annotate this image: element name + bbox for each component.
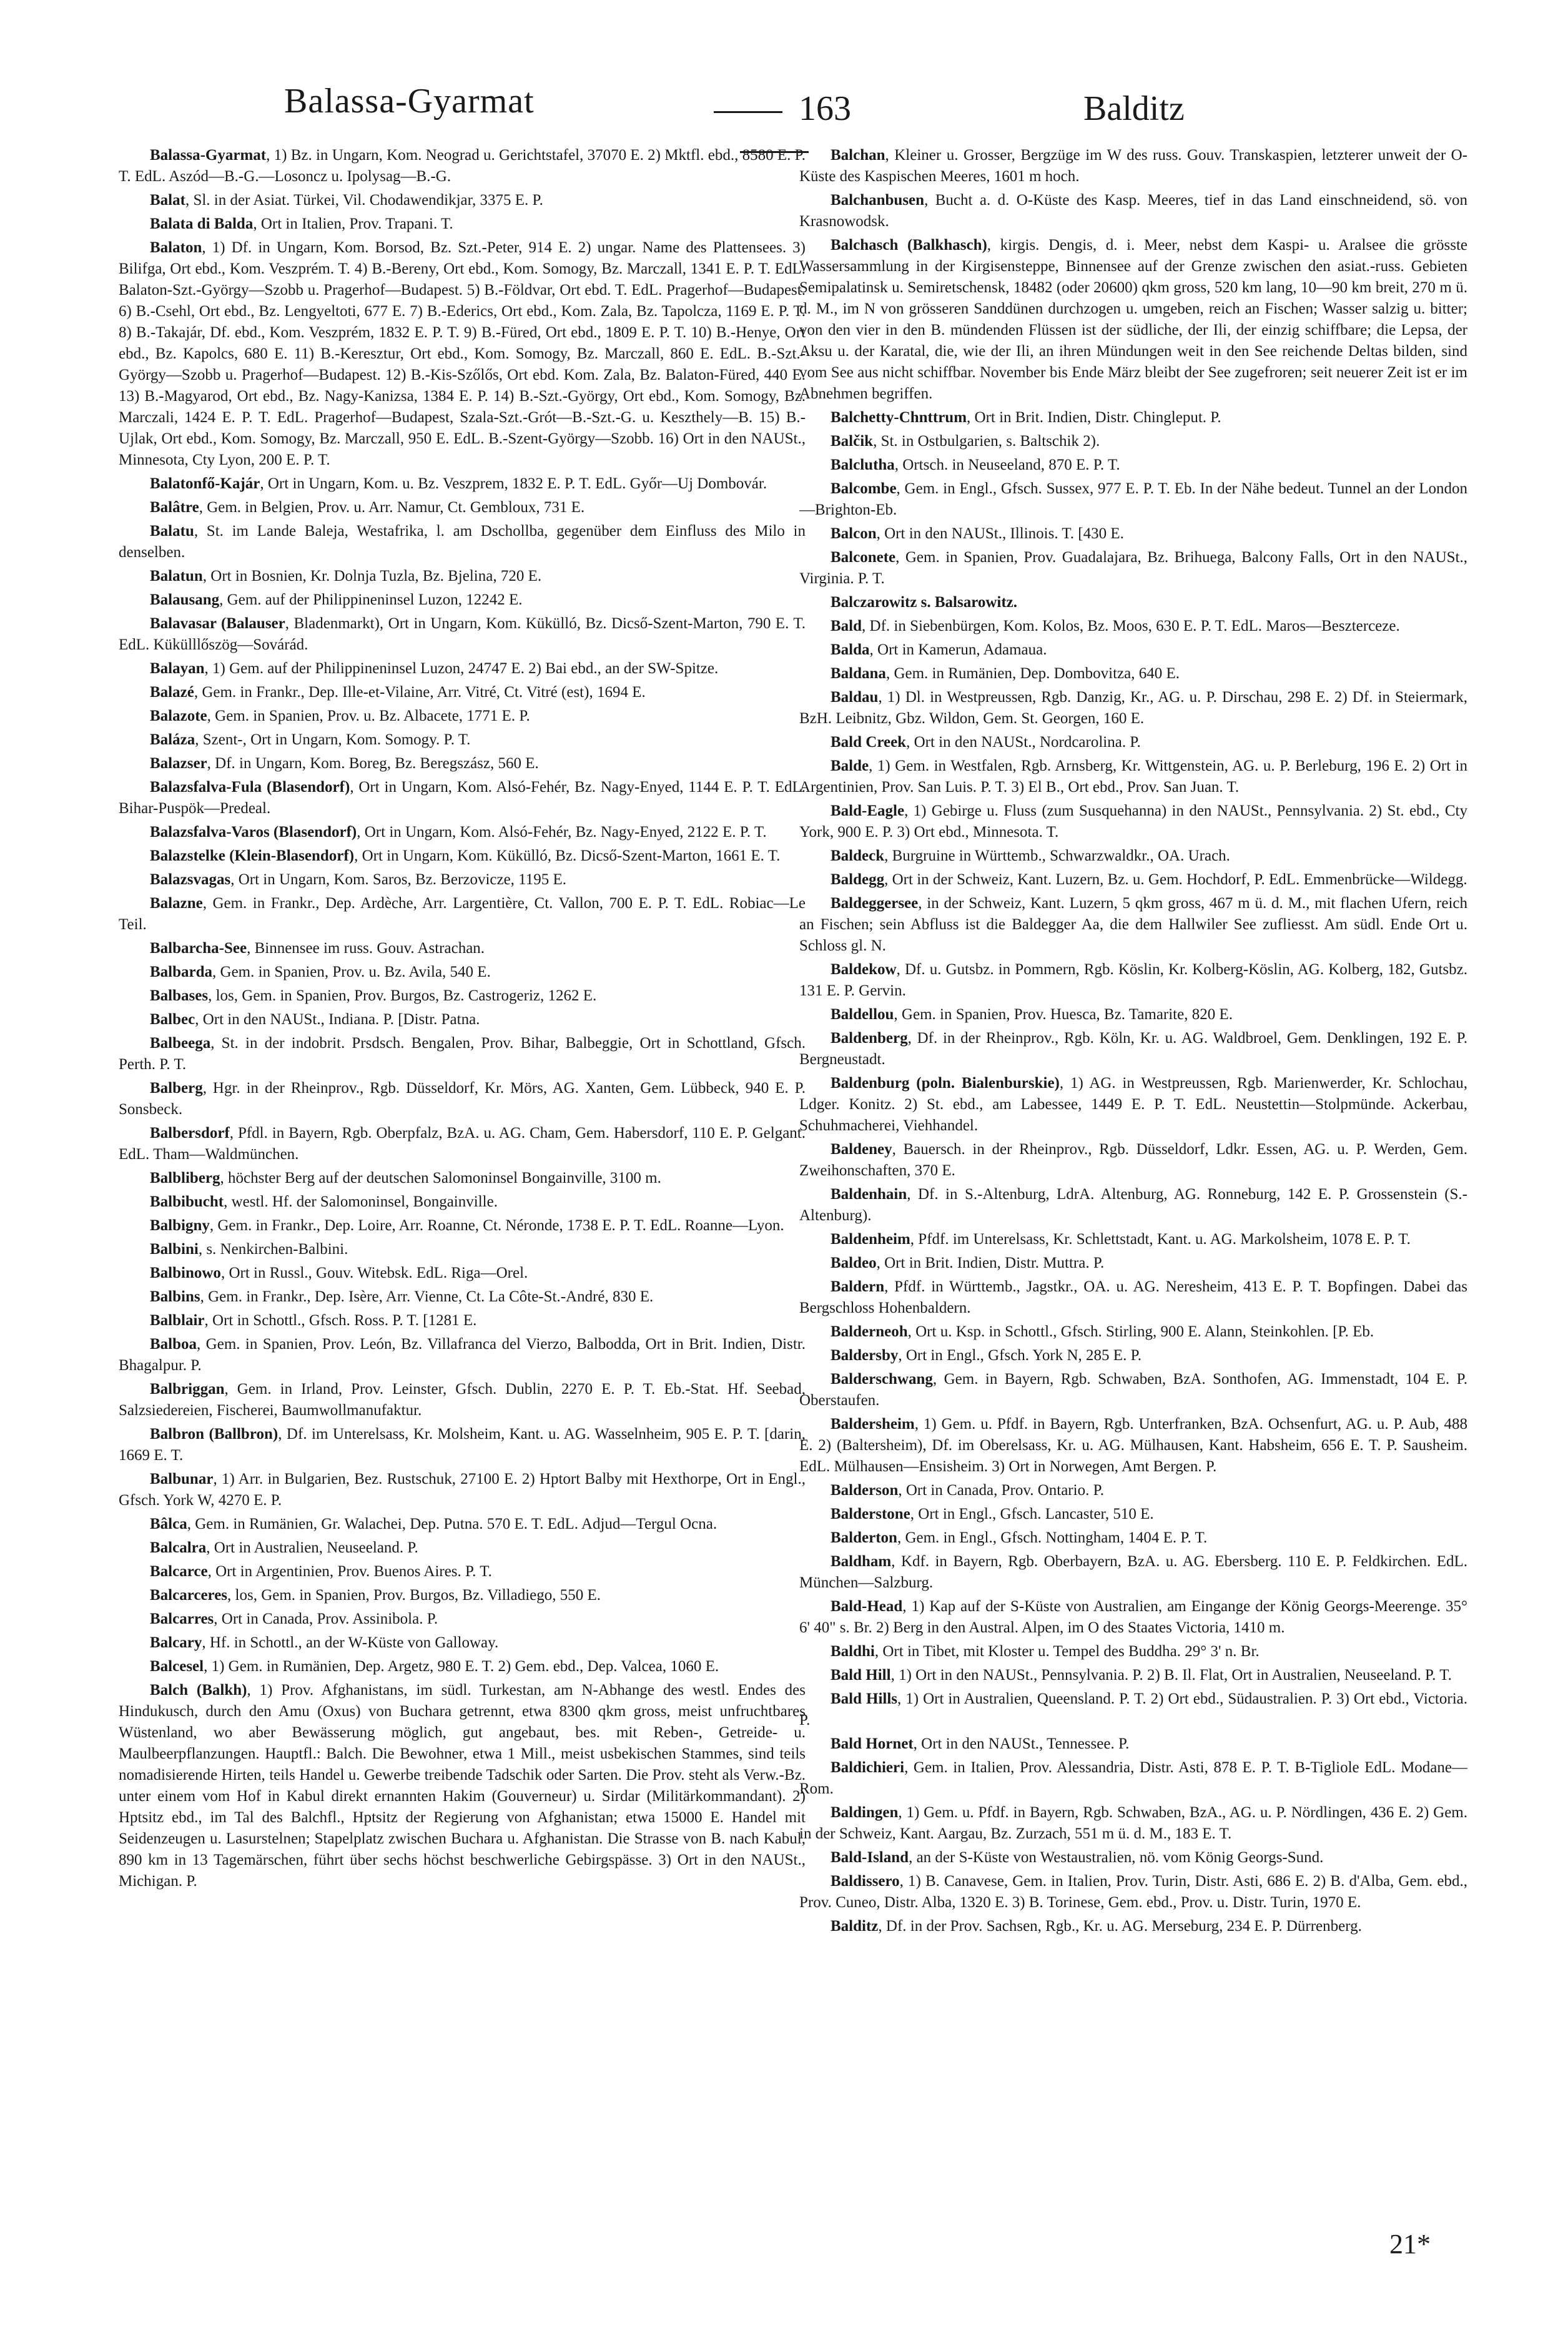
gazetteer-entry: Balclutha, Ortsch. in Neuseeland, 870 E. P. T. <box>831 456 1120 473</box>
gazetteer-entry: Balavasar (Balauser, Bladenmarkt), Ort in Ungarn, Kom. Kükülló, Bz. Dicső-Szent-Marton, 790 E. T. EdL. Kükülllőszög—Sovárád. <box>119 615 806 653</box>
gazetteer-entry: Baldersby, Ort in Engl., Gfsch. York N, 285 E. P. <box>831 1347 1141 1364</box>
rule-left <box>714 111 782 113</box>
entry-headword: Balbibucht <box>150 1193 224 1210</box>
entry-headword: Baldenburg (poln. Bialenburskie) <box>831 1075 1060 1092</box>
entry-headword: Baldeo <box>831 1255 877 1271</box>
entry-headword: Balbeega <box>150 1035 211 1052</box>
entry-headword: Balclutha <box>831 456 895 473</box>
gazetteer-entry: Baldeo, Ort in Brit. Indien, Distr. Muttra. P. <box>831 1255 1105 1271</box>
gazetteer-entry: Baldellou, Gem. in Spanien, Prov. Huesca, Bz. Tamarite, 820 E. <box>831 1006 1233 1023</box>
gazetteer-entry: Balcarres, Ort in Canada, Prov. Assinibola. P. <box>150 1610 438 1627</box>
gazetteer-entry: Balazsfalva-Fula (Blasendorf), Ort in Ungarn, Kom. Alsó-Fehér, Bz. Nagy-Enyed, 1144 E. P. T. EdL. Bihar-Puspök—Predeal. <box>119 779 806 817</box>
entry-headword: Balcarres <box>150 1610 214 1627</box>
entry-headword: Baldenberg <box>831 1030 908 1047</box>
running-head-left: Balassa-Gyarmat <box>284 82 535 121</box>
gazetteer-entry: Baldichieri, Gem. in Italien, Prov. Alessandria, Distr. Asti, 878 E. P. T. B-Tigliole EdL. Modane—Rom. <box>799 1759 1467 1797</box>
entry-headword: Baldeck <box>831 847 885 864</box>
entry-headword: Balchasch (Balkhasch) <box>831 237 987 254</box>
entry-headword: Baldichieri <box>831 1759 905 1776</box>
gazetteer-entry: Balde, 1) Gem. in Westfalen, Rgb. Arnsberg, Kr. Wittgenstein, AG. u. P. Berleburg, 196 E. 2) Ort in Argentinien, Prov. San Luis. P. T. 3) El B., Ort ebd., Prov. San Juan. T. <box>799 757 1467 796</box>
entry-headword: Balbunar <box>150 1471 214 1487</box>
signature-mark: 21* <box>1389 2229 1431 2259</box>
gazetteer-entry: Balâtre, Gem. in Belgien, Prov. u. Arr. Namur, Ct. Gembloux, 731 E. <box>150 499 585 516</box>
gazetteer-entry: Balbinowo, Ort in Russl., Gouv. Witebsk. EdL. Riga—Orel. <box>150 1265 528 1281</box>
gazetteer-entry: Balderson, Ort in Canada, Prov. Ontario. P. <box>831 1482 1104 1499</box>
entry-headword: Baldham <box>831 1553 892 1570</box>
gazetteer-entry <box>799 592 1467 613</box>
gazetteer-entry: Balatu, St. im Lande Baleja, Westafrika, l. am Dschollba, gegenüber dem Einfluss des Milo in denselben. <box>119 523 806 561</box>
gazetteer-entry: Baldern, Pfdf. in Württemb., Jagstkr., OA. u. AG. Neresheim, 413 E. P. T. Bopfingen. Dabei das Bergschloss Hohenbaldern. <box>799 1278 1467 1316</box>
gazetteer-entry: Balbec, Ort in den NAUSt., Indiana. P. [Distr. Patna. <box>150 1011 480 1028</box>
gazetteer-entry: Balditz, Df. in der Prov. Sachsen, Rgb., Kr. u. AG. Merseburg, 234 E. P. Dürrenberg. <box>831 1918 1362 1935</box>
entry-headword: Balatonfő-Kajár <box>150 475 260 492</box>
entry-headword: Balazsfalva-Fula (Blasendorf) <box>150 779 350 796</box>
entry-headword: Baldana <box>831 665 886 682</box>
entry-headword: Balausang <box>150 591 220 608</box>
entry-headword: Balchanbusen <box>831 192 925 209</box>
entry-headword: Baláza <box>150 731 195 748</box>
entry-headword: Baldingen <box>831 1804 899 1821</box>
entry-headword: Balbarda <box>150 964 213 980</box>
gazetteer-entry: Balatun, Ort in Bosnien, Kr. Dolnja Tuzla, Bz. Bjelina, 720 E. <box>150 568 542 584</box>
entry-headword: Balazé <box>150 684 194 701</box>
gazetteer-entry: Balcesel, 1) Gem. in Rumänien, Dep. Argetz, 980 E. T. 2) Gem. ebd., Dep. Valcea, 1060 E. <box>150 1658 719 1675</box>
gazetteer-entry: Balcon, Ort in den NAUSt., Illinois. T. [430 E. <box>831 525 1124 542</box>
gazetteer-entry: Balbunar, 1) Arr. in Bulgarien, Bez. Rustschuk, 27100 E. 2) Hptort Balby mit Hexthorpe, Ort in Engl., Gfsch. York W, 4270 E. P. <box>119 1471 806 1509</box>
gazetteer-entry: Balcary, Hf. in Schottl., an der W-Küste von Galloway. <box>150 1634 499 1651</box>
gazetteer-entry: Bald Hills, 1) Ort in Australien, Queensland. P. T. 2) Ort ebd., Südaustralien. P. 3) Ort ebd., Victoria. P. <box>799 1690 1467 1729</box>
gazetteer-entry: Balderton, Gem. in Engl., Gfsch. Nottingham, 1404 E. P. T. <box>831 1529 1208 1546</box>
entry-headword: Bald Hills <box>831 1690 898 1707</box>
entry-headword: Balda <box>831 641 870 658</box>
entry-headword: Balcalra <box>150 1539 207 1556</box>
entry-headword: Balberg <box>150 1080 203 1097</box>
running-head-right: Balditz <box>1083 89 1185 128</box>
gazetteer-entry: Baldingen, 1) Gem. u. Pfdf. in Bayern, Rgb. Schwaben, BzA., AG. u. P. Nördlingen, 436 E. 2) Gem. in der Schweiz, Kant. Aargau, Bz. Zurzach, 551 m ü. d. M., 183 E. T. <box>799 1804 1467 1842</box>
gazetteer-entry: Baldegg, Ort in der Schweiz, Kant. Luzern, Bz. u. Gem. Hochdorf, P. EdL. Emmenbrücke—Wildegg. <box>831 871 1467 888</box>
entry-headword: Balcarce <box>150 1563 208 1580</box>
entry-headword: Balayan <box>150 660 205 677</box>
gazetteer-entry: Baldissero, 1) B. Canavese, Gem. in Italien, Prov. Turin, Distr. Asti, 686 E. 2) B. d'Alba, Gem. ebd., Prov. Cuneo, Distr. Alba, 1320 E. 3) B. Torinese, Gem. ebd., Prov. u. Distr. Turin, 1970 E. <box>799 1873 1467 1911</box>
gazetteer-entry: Balbeega, St. in der indobrit. Prsdsch. Bengalen, Prov. Bihar, Balbeggie, Ort in Schottland, Gfsch. Perth. P. T. <box>119 1035 806 1073</box>
gazetteer-entry: Balayan, 1) Gem. auf der Philippineninsel Luzon, 24747 E. 2) Bai ebd., an der SW-Spitze. <box>150 660 719 677</box>
gazetteer-entry: Balchetty-Chnttrum, Ort in Brit. Indien, Distr. Chingleput. P. <box>831 409 1221 426</box>
entry-headword: Balaton <box>150 239 202 256</box>
entry-headword: Bald Hill <box>831 1667 891 1684</box>
entry-headword: Balbersdorf <box>150 1125 230 1142</box>
gazetteer-entry: Baldeggersee, in der Schweiz, Kant. Luzern, 5 qkm gross, 467 m ü. d. M., mit flachen Ufern, reich an Fischen; sein Abfluss ist die Baldegger Aa, die dem Hallwiler See zufliesst. Am südl. Ende Ort u. Schloss gl. N. <box>799 895 1467 954</box>
entry-headword: Balcarceres <box>150 1587 228 1604</box>
gazetteer-entry: Balcarce, Ort in Argentinien, Prov. Buenos Aires. P. T. <box>150 1563 492 1580</box>
gazetteer-entry: Bald-Head, 1) Kap auf der S-Küste von Australien, am Eingange der König Georgs-Meerenge. 35° 6' 40" s. Br. 2) Berg in den Austral. Alpen, im O des Staates Victoria, 1410 m. <box>799 1598 1467 1636</box>
entry-headword: Balbinowo <box>150 1265 221 1281</box>
entry-headword: Baldeney <box>831 1141 892 1158</box>
gazetteer-entry: Baldhi, Ort in Tibet, mit Kloster u. Tempel des Buddha. 29° 3' n. Br. <box>831 1643 1260 1660</box>
entry-headword: Baldersby <box>831 1347 899 1364</box>
entry-headword: Bald Hornet <box>831 1735 914 1752</box>
gazetteer-entry: Baldenburg (poln. Bialenburskie), 1) AG. in Westpreussen, Rgb. Marienwerder, Kr. Schlochau, Ldger. Konitz. 2) St. ebd., am Labessee, 1449 E. P. T. EdL. Neustettin—Stolpmünde. Ackerbau, Schuhmacherei, Viehhandel. <box>799 1075 1467 1134</box>
entry-headword: Baldellou <box>831 1006 894 1023</box>
entry-headword: Balat <box>150 192 185 209</box>
gazetteer-entry: Baldham, Kdf. in Bayern, Rgb. Oberbayern, BzA. u. AG. Ebersberg. 110 E. P. Feldkirchen. EdL. München—Salzburg. <box>799 1553 1467 1591</box>
gazetteer-entry: Bald Creek, Ort in den NAUSt., Nordcarolina. P. <box>831 734 1141 751</box>
gazetteer-entry: Balch (Balkh), 1) Prov. Afghanistans, im südl. Turkestan, am N-Abhange des westl. Endes des Hindukusch, durch den Amu (Oxus) von Buchara getrennt, etwa 8300 qkm gross, meist unfruchtbares Wüstenland, wo aber Bewässerung möglich, gut angebaut, bes. mit Reben-, Getreide- u. Maulbeerpflanzungen. Hauptfl.: Balch. Die Bewohner, etwa 1 Mill., meist usbekischen Stammes, sind teils nomadisierende Hirten, teils Handel u. Gewerbe treibende Tadschik oder Sarten. Die Prov. steht als Verw.-Bz. unter einem vom Hof in Kabul direkt ernannten Hakim (Gouverneur) u. Sirdar (Militärkommandant). 2) Hptsitz ebd., im Tal des Balchfl., Hptsitz der Regierung von Afghanistan; etwa 15000 E. Handel mit Seidenzeugen u. Lasurstelnen; Stapelplatz zwischen Buchara u. Afghanistan. Die Strasse von B. nach Kabul, 890 km in 13 Tagemärschen, führt über sechs höchst beschwerliche Gebirgspässe. 3) Ort in den NAUSt., Michigan. P. <box>119 1682 806 1890</box>
gazetteer-entry: Balbarda, Gem. in Spanien, Prov. u. Bz. Avila, 540 E. <box>150 964 491 980</box>
entry-headword: Balcesel <box>150 1658 204 1675</box>
gazetteer-entry: Balboa, Gem. in Spanien, Prov. León, Bz. Villafranca del Vierzo, Balbodda, Ort in Brit. Indien, Distr. Bhagalpur. P. <box>119 1336 806 1374</box>
entry-headword: Balbec <box>150 1011 195 1028</box>
gazetteer-entry: Bâlca, Gem. in Rumänien, Gr. Walachei, Dep. Putna. 570 E. T. EdL. Adjud—Tergul Ocna. <box>150 1516 717 1532</box>
gazetteer-entry: Balchanbusen, Bucht a. d. O-Küste des Kasp. Meeres, tief in das Land einschneidend, sö. von Krasnowodsk. <box>799 192 1467 230</box>
gazetteer-entry: Baláza, Szent-, Ort in Ungarn, Kom. Somogy. P. T. <box>150 731 471 748</box>
gazetteer-entry: Balbriggan, Gem. in Irland, Prov. Leinster, Gfsch. Dublin, 2270 E. P. T. Eb.-Stat. Hf. Seebad, Salzsiedereien, Fischerei, Baumwollmanufaktur. <box>119 1381 806 1419</box>
entry-headword: Balboa <box>150 1336 197 1353</box>
entry-headword: Balczarowitz s. Balsarowitz. <box>831 594 1018 611</box>
gazetteer-entry: Balazsvagas, Ort in Ungarn, Kom. Saros, Bz. Berzovicze, 1195 E. <box>150 871 567 888</box>
gazetteer-entry: Balcombe, Gem. in Engl., Gfsch. Sussex, 977 E. P. T. Eb. In der Nähe bedeut. Tunnel an der London—Brighton-Eb. <box>799 480 1467 518</box>
entry-headword: Balazsvagas <box>150 871 231 888</box>
gazetteer-entry: Balbases, los, Gem. in Spanien, Prov. Burgos, Bz. Castrogeriz, 1262 E. <box>150 987 597 1004</box>
gazetteer-entry: Bald Hornet, Ort in den NAUSt., Tennessee. P. <box>831 1735 1130 1752</box>
entry-headword: Balâtre <box>150 499 199 516</box>
entry-headword: Balde <box>831 757 869 774</box>
gazetteer-entry: Bald-Eagle, 1) Gebirge u. Fluss (zum Susquehanna) in den NAUSt., Pennsylvania. 2) St. ebd., Cty York, 900 E. P. 3) Ort ebd., Minnesota. T. <box>799 802 1467 841</box>
gazetteer-entry: Balausang, Gem. auf der Philippineninsel Luzon, 12242 E. <box>150 591 523 608</box>
entry-headword: Balditz <box>831 1918 879 1935</box>
gazetteer-entry: Balchasch (Balkhasch), kirgis. Dengis, d. i. Meer, nebst dem Kaspi- u. Aralsee die grösste Wassersammlung in der Kirgisensteppe, Binnensee auf der Grenze zwischen den asiat.-russ. Gebieten Semipalatinsk u. Semiretschensk, 18482 (oder 20600) qkm gross, 520 km lang, 10—90 km breit, 270 m ü. d. M., im N von grösseren Sanddünen durchzogen u. umgeben, reich an Fischen; Wasser salzig u. bitter; von den vier in den B. mündenden Flüssen ist der südliche, der Ili, der einzig schiffbare; die Lepsa, der Aksu u. der Karatal, die, wie der Ili, an ihren Mündungen weit in den See reichende Deltas bilden, sind vom See aus nicht schiffbar. November bis Ende März bleibt der See zugefroren; seit neuerer Zeit ist er im Abnehmen begriffen. <box>799 237 1467 402</box>
gazetteer-entry: Baldekow, Df. u. Gutsbz. in Pommern, Rgb. Köslin, Kr. Kolberg-Köslin, AG. Kolberg, 182, Gutsbz. 131 E. P. Gervin. <box>799 961 1467 999</box>
entry-headword: Balbigny <box>150 1217 210 1234</box>
gazetteer-entry: Balazote, Gem. in Spanien, Prov. u. Bz. Albacete, 1771 E. P. <box>150 708 530 724</box>
entry-headword: Balderton <box>831 1529 897 1546</box>
gazetteer-entry: Balderstone, Ort in Engl., Gfsch. Lancaster, 510 E. <box>831 1506 1154 1522</box>
gazetteer-entry: Balblair, Ort in Schottl., Gfsch. Ross. P. T. [1281 E. <box>150 1312 477 1329</box>
gazetteer-entry: Balatonfő-Kajár, Ort in Ungarn, Kom. u. Bz. Veszprem, 1832 E. P. T. EdL. Győr—Uj Dombovár. <box>150 475 767 492</box>
gazetteer-entry: Balaton, 1) Df. in Ungarn, Kom. Borsod, Bz. Szt.-Peter, 914 E. 2) ungar. Name des Plattensees. 3) Bilifga, Ort ebd., Kom. Veszprém. T. 4) B.-Bereny, Ort ebd., Kom. Somogy, Bz. Marczall, 1341 E. P. T. EdL. Balaton-Szt.-György—Szobb u. Pragerhof—Budapest. 5) B.-Földvar, Ort ebd. T. EdL. Pragerhof—Budapest. 6) B.-Csehl, Ort ebd., Bz. Lengyeltoti, 677 E. 7) B.-Ederics, Ort ebd., Kom. Zala, Bz. Tapolcza, 1169 E. P. T. 8) B.-Takajár, Df. ebd., Kom. Veszprém, 1832 E. P. T. 9) B.-Füred, Ort ebd., 1809 E. P. T. 10) B.-Henye, Ort ebd., Bz. Kapolcs, 680 E. 11) B.-Keresztur, Ort ebd., Kom. Somogy, Bz. Marczall, 860 E. EdL. B.-Szt.-György—Szobb u. Pragerhof—Budapest. 12) B.-Kis-Szőlős, Ort ebd. Kom. Zala, Bz. Balaton-Füred, 440 E. 13) B.-Magyarod, Ort ebd., Bz. Nagy-Kanizsa, 1384 E. P. 14) B.-Szt.-György, Ort ebd., Kom. Somogy, Bz. Marczali, 1424 E. P. T. EdL. Pragerhof—Budapest, Szala-Szt.-Grót—B.-Szt.-G. u. Keszthely—B. 15) B.-Ujlak, Ort ebd., Kom. Somogy, Bz. Marczall, 950 E. EdL. B.-Szent-György—Szobb. 16) Ort in den NAUSt., Minnesota, Cty Lyon, 200 E. P. T. <box>119 239 806 468</box>
gazetteer-entry: Balbibucht, westl. Hf. der Salomoninsel, Bongainville. <box>150 1193 498 1210</box>
entry-headword: Balchetty-Chnttrum <box>831 409 967 426</box>
entry-headword: Balata di Balda <box>150 215 254 232</box>
gazetteer-entry: Balchan, Kleiner u. Grosser, Bergzüge im W des russ. Gouv. Transkaspien, letzterer unweit der O-Küste des Kaspischen Meeres, 1601 m hoch. <box>799 147 1467 185</box>
gazetteer-entry: Balcarceres, los, Gem. in Spanien, Prov. Burgos, Bz. Villadiego, 550 E. <box>150 1587 601 1604</box>
entry-headword: Balblair <box>150 1312 205 1329</box>
entry-headword: Baldeggersee <box>831 895 919 912</box>
entry-headword: Balderschwang <box>831 1371 933 1388</box>
gazetteer-entry: Balberg, Hgr. in der Rheinprov., Rgb. Düsseldorf, Kr. Mörs, AG. Xanten, Gem. Lübbeck, 940 E. P. Sonsbeck. <box>119 1080 806 1118</box>
gazetteer-entry: Balazne, Gem. in Frankr., Dep. Ardèche, Arr. Largentière, Ct. Vallon, 700 E. P. T. EdL. Robiac—Le Teil. <box>119 895 806 933</box>
gazetteer-entry: Balassa-Gyarmat, 1) Bz. in Ungarn, Kom. Neograd u. Gerichtstafel, 37070 E. 2) Mktfl. ebd., 8580 E. P. T. EdL. Aszód—B.-G.—Losoncz u. Ipolysag—B.-G. <box>119 147 806 185</box>
page-number: 163 <box>799 89 851 128</box>
gazetteer-entry: Balazé, Gem. in Frankr., Dep. Ille-et-Vilaine, Arr. Vitré, Ct. Vitré (est), 1694 E. <box>150 684 646 701</box>
gazetteer-entry: Baldenheim, Pfdf. im Unterelsass, Kr. Schlettstadt, Kant. u. AG. Markolsheim, 1078 E. P. T. <box>831 1231 1411 1248</box>
entry-headword: Balbins <box>150 1288 200 1305</box>
entry-headword: Balderneoh <box>831 1323 908 1340</box>
gazetteer-entry: Bald-Island, an der S-Küste von Westaustralien, nö. vom König Georgs-Sund. <box>831 1849 1324 1866</box>
gazetteer-entry: Balderneoh, Ort u. Ksp. in Schottl., Gfsch. Stirling, 900 E. Alann, Steinkohlen. [P. Eb. <box>831 1323 1374 1340</box>
gazetteer-entry: Balazser, Df. in Ungarn, Kom. Boreg, Bz. Beregszász, 560 E. <box>150 755 539 772</box>
gazetteer-entry: Balbron (Ballbron), Df. im Unterelsass, Kr. Molsheim, Kant. u. AG. Wasselnheim, 905 E. P. T. [darin, 1669 E. T. <box>119 1426 806 1464</box>
entry-headword: Bâlca <box>150 1516 187 1532</box>
entry-headword: Balbron (Ballbron) <box>150 1426 279 1443</box>
entry-headword: Balchan <box>831 147 885 164</box>
gazetteer-entry: Balbigny, Gem. in Frankr., Dep. Loire, Arr. Roanne, Ct. Néronde, 1738 E. P. T. EdL. Roanne—Lyon. <box>150 1217 784 1234</box>
entry-headword: Balcon <box>831 525 877 542</box>
gazetteer-entry: Balbarcha-See, Binnensee im russ. Gouv. Astrachan. <box>150 940 485 957</box>
entry-headword: Balatun <box>150 568 203 584</box>
gazetteer-entry: Baldeney, Bauersch. in der Rheinprov., Rgb. Düsseldorf, Ldkr. Essen, AG. u. P. Werden, Gem. Zweihonschaften, 370 E. <box>799 1141 1467 1179</box>
gazetteer-entry: Bald Hill, 1) Ort in den NAUSt., Pennsylvania. P. 2) B. Il. Flat, Ort in Australien, Neuseeland. P. T. <box>831 1667 1452 1684</box>
entry-headword: Baldissero <box>831 1873 900 1890</box>
entry-headword: Bald Creek <box>831 734 907 751</box>
entry-headword: Baldhi <box>831 1643 875 1660</box>
entry-headword: Balazsfalva-Varos (Blasendorf) <box>150 824 357 841</box>
entry-headword: Bald-Island <box>831 1849 909 1866</box>
entry-headword: Balatu <box>150 523 194 540</box>
entry-headword: Balazne <box>150 895 203 912</box>
entry-headword: Bald-Head <box>831 1598 903 1615</box>
entry-headword: Balavasar (Balauser <box>150 615 285 632</box>
gazetteer-entry: Bald, Df. in Siebenbürgen, Kom. Kolos, Bz. Moos, 630 E. P. T. EdL. Maros—Beszterceze. <box>831 618 1400 634</box>
gazetteer-entry: Baldenberg, Df. in der Rheinprov., Rgb. Köln, Kr. u. AG. Waldbroel, Gem. Denklingen, 192 E. P. Bergneustadt. <box>799 1030 1467 1068</box>
gazetteer-entry: Baldenhain, Df. in S.-Altenburg, LdrA. Altenburg, AG. Ronneburg, 142 E. P. Grossenstein (S.-Altenburg). <box>799 1186 1467 1224</box>
entry-headword: Baldenhain <box>831 1186 907 1203</box>
entry-headword: Balassa-Gyarmat <box>150 147 267 164</box>
gazetteer-entry: Balderschwang, Gem. in Bayern, Rgb. Schwaben, BzA. Sonthofen, AG. Immenstadt, 104 E. P. Oberstaufen. <box>799 1371 1467 1409</box>
entry-headword: Baldegg <box>831 871 885 888</box>
gazetteer-entry: Balbins, Gem. in Frankr., Dep. Isère, Arr. Vienne, Ct. La Côte-St.-André, 830 E. <box>150 1288 654 1305</box>
entry-headword: Baldekow <box>831 961 897 978</box>
entry-headword: Balcary <box>150 1634 202 1651</box>
gazetteer-entry: Balbini, s. Nenkirchen-Balbini. <box>150 1241 348 1258</box>
left-column <box>119 145 806 2256</box>
entry-headword: Bald-Eagle <box>831 802 905 819</box>
right-column <box>799 145 1467 2256</box>
gazetteer-entry: Balcalra, Ort in Australien, Neuseeland. P. <box>150 1539 418 1556</box>
entry-headword: Balderstone <box>831 1506 910 1522</box>
gazetteer-entry: Balazsfalva-Varos (Blasendorf), Ort in Ungarn, Kom. Alsó-Fehér, Bz. Nagy-Enyed, 2122 E. P. T. <box>150 824 767 841</box>
gazetteer-entry: Balčik, St. in Ostbulgarien, s. Baltschik 2). <box>831 433 1100 450</box>
entry-headword: Balderson <box>831 1482 899 1499</box>
gazetteer-entry: Baldersheim, 1) Gem. u. Pfdf. in Bayern, Rgb. Unterfranken, BzA. Ochsenfurt, AG. u. P. Aub, 488 E. 2) (Baltersheim), Df. im Oberelsass, Kr. u. AG. Mülhausen, Kant. Habsheim, 656 E. T. P. Sausheim. EdL. Mülhausen—Ensisheim. 3) Ort in Norwegen, Amt Bergen. P. <box>799 1416 1467 1475</box>
entry-headword: Balcombe <box>831 480 897 497</box>
entry-headword: Balazstelke (Klein-Blasendorf) <box>150 847 355 864</box>
gazetteer-entry: Balconete, Gem. in Spanien, Prov. Guadalajara, Bz. Brihuega, Balcony Falls, Ort in den NAUSt., Virginia. P. T. <box>799 549 1467 587</box>
gazetteer-entry: Balbersdorf, Pfdl. in Bayern, Rgb. Oberpfalz, BzA. u. AG. Cham, Gem. Habersdorf, 110 E. P. Gelgant. EdL. Tham—Waldmünchen. <box>119 1125 806 1163</box>
gazetteer-entry: Balazstelke (Klein-Blasendorf), Ort in Ungarn, Kom. Kükülló, Bz. Dicső-Szent-Marton, 1661 E. T. <box>150 847 781 864</box>
entry-headword: Balbini <box>150 1241 199 1258</box>
gazetteer-entry: Baldeck, Burgruine in Württemb., Schwarzwaldkr., OA. Urach. <box>831 847 1230 864</box>
entry-headword: Balbarcha-See <box>150 940 247 957</box>
entry-headword: Balch (Balkh) <box>150 1682 247 1699</box>
gazetteer-entry: Balat, Sl. in der Asiat. Türkei, Vil. Chodawendikjar, 3375 E. P. <box>150 192 543 209</box>
entry-headword: Bald <box>831 618 862 634</box>
gazetteer-entry: Balda, Ort in Kamerun, Adamaua. <box>831 641 1047 658</box>
entry-headword: Balčik <box>831 433 874 450</box>
gazetteer-entry: Balata di Balda, Ort in Italien, Prov. Trapani. T. <box>150 215 453 232</box>
gazetteer-entry: Balbliberg, höchster Berg auf der deutschen Salomoninsel Bongainville, 3100 m. <box>150 1170 661 1186</box>
entry-headword: Baldenheim <box>831 1231 910 1248</box>
gazetteer-entry: Baldana, Gem. in Rumänien, Dep. Dombovitza, 640 E. <box>831 665 1180 682</box>
entry-headword: Balbases <box>150 987 209 1004</box>
entry-headword: Balazote <box>150 708 207 724</box>
entry-headword: Balbriggan <box>150 1381 225 1398</box>
entry-headword: Balbliberg <box>150 1170 220 1186</box>
entry-headword: Baldern <box>831 1278 885 1295</box>
entry-headword: Baldersheim <box>831 1416 915 1433</box>
entry-headword: Baldau <box>831 689 879 706</box>
entry-headword: Balconete <box>831 549 896 566</box>
entry-headword: Balazser <box>150 755 207 772</box>
gazetteer-entry: Baldau, 1) Dl. in Westpreussen, Rgb. Danzig, Kr., AG. u. P. Dirschau, 298 E. 2) Df. in Steiermark, BzH. Leibnitz, Gbz. Wildon, Gem. St. Georgen, 160 E. <box>799 689 1467 727</box>
